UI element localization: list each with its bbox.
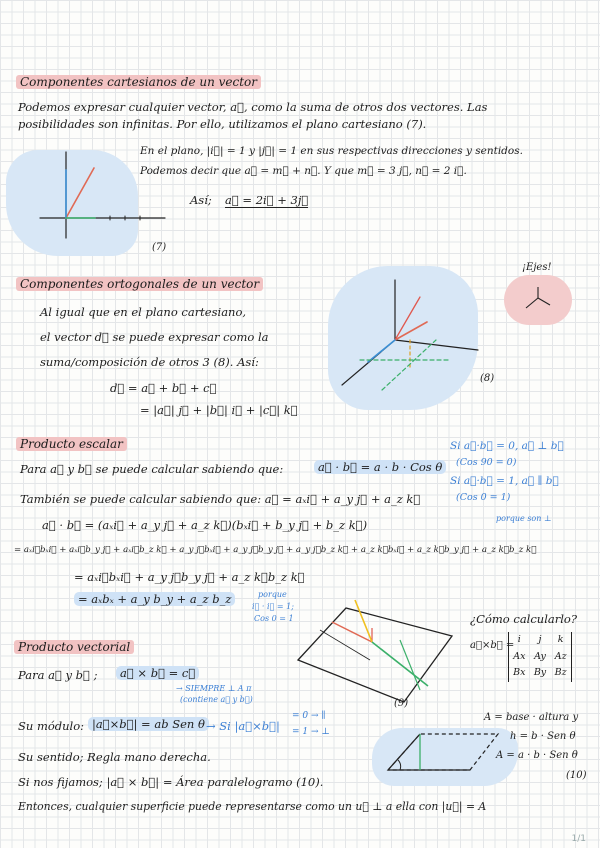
sec4-area-line: Si nos fijamos; |a⃗ × b⃗| = Área paralelogramo (10).: [18, 775, 324, 789]
sec4-modulo-formula: |a⃗×b⃗| = ab Sen θ: [88, 717, 209, 731]
sec3-line3: a⃗ · b⃗ = (aₓi⃗ + a_y j⃗ + a_z k⃗)(bₓi⃗ + b_y j⃗ + b_z k⃗): [42, 518, 368, 532]
sec4-question: ¿Cómo calcularlo?: [470, 612, 577, 626]
det-cell: j: [538, 634, 542, 645]
sec4-modulo-label: Su módulo:: [18, 719, 85, 733]
sec1-paragraph-line2: posibilidades son infinitas. Por ello, utilizamos el plano cartesiano (7).: [18, 117, 427, 131]
sec4-final-line: Entonces, cualquier superficie puede representarse como un u⃗ ⊥ a ella con |u⃗| = A: [18, 800, 487, 813]
sec1-paragraph-line1: Podemos expresar cualquier vector, a⃗, como la suma de otros dos vectores. Las: [18, 100, 488, 114]
sec3-note-perp: Si a⃗·b⃗ = 0, a⃗ ⊥ b⃗: [450, 440, 564, 452]
determinant-matrix: [508, 632, 572, 682]
sec4-line1: Para a⃗ y b⃗ ;: [18, 668, 98, 682]
ejes-label: ¡Ejes!: [522, 262, 552, 273]
det-cell: i: [517, 634, 521, 645]
sec1-asi-label: Así;: [190, 193, 212, 207]
sec4-note-siempre: → SIEMPRE ⊥ A π: [176, 684, 252, 693]
sec4-modulo-par: = 0 → ∥: [292, 711, 326, 721]
sec3-line5: = aₓi⃗bₓi⃗ + a_y j⃗b_y j⃗ + a_z k⃗b_z k⃗: [74, 570, 305, 584]
det-cell: Az: [554, 650, 567, 662]
det-cell: By: [533, 667, 547, 679]
page-number: 1/1: [571, 834, 586, 844]
fig9-label: (9): [394, 698, 409, 709]
sec3-note-par: Si a⃗·b⃗ = 1, a⃗ ∥ b⃗: [450, 475, 559, 487]
sec2-line3: suma/composición de otros 3 (8). Así:: [40, 355, 259, 369]
det-cell: k: [557, 634, 564, 645]
sec3-note-ii: i⃗ · i⃗ = 1;: [252, 602, 294, 611]
section2-title: Componentes ortogonales de un vector: [16, 277, 263, 291]
sec3-note-cos90: (Cos 90 = 0): [456, 457, 517, 468]
sec3-line2: También se puede calcular sabiendo que: a⃗ = aₓi⃗ + a_y j⃗ + a_z k⃗: [20, 492, 421, 506]
sec4-note-contiene: (contiene a⃗ y b⃗): [180, 695, 253, 704]
sec3-note-porque-perp: porque son ⊥: [496, 514, 552, 523]
section4-title: Producto vectorial: [14, 640, 134, 654]
det-cell: Ay: [534, 650, 546, 662]
sec1-result: a⃗ = 2i⃗ + 3j⃗: [225, 193, 309, 207]
det-lhs: a⃗×b⃗ =: [470, 640, 515, 651]
sec1-plane-line: En el plano, |i⃗| = 1 y |j⃗| = 1 en sus respectivas direcciones y sentidos.: [140, 145, 523, 157]
det-cell: Bx: [513, 667, 526, 679]
area-line2: h = b · Sen θ: [510, 731, 576, 742]
sec4-modulo-perp: = 1 → ⊥: [292, 727, 330, 737]
fig10-label: (10): [566, 770, 587, 781]
sec4-cross-formula: a⃗ × b⃗ = c⃗: [116, 666, 199, 680]
sec2-formula2: = |a⃗| j⃗ + |b⃗| i⃗ + |c⃗| k⃗: [140, 403, 298, 417]
sec3-expansion: = aₓi⃗bₓi⃗ + aₓi⃗b_y j⃗ + aₓi⃗b_z k⃗ + a_y j⃗bₓi⃗ + a_y j⃗b_y j⃗ + a_y j⃗b_z k⃗ + a_z k⃗bₓi⃗ + a_z k⃗b_y j⃗ + a_z k⃗b_z k⃗: [14, 545, 537, 555]
sec3-note-cos0: (Cos 0 = 1): [456, 492, 511, 503]
sec3-note-cos0b: Cos 0 = 1: [254, 614, 294, 623]
sec3-note-porque: porque: [258, 590, 287, 599]
ejes-diagram: [526, 287, 550, 308]
sec2-line1: Al igual que en el plano cartesiano,: [40, 305, 247, 319]
fig10-diagram: [388, 734, 498, 770]
sec2-line2: el vector d⃗ se puede expresar como la: [40, 330, 269, 344]
sec3-line1: Para a⃗ y b⃗ se puede calcular sabiendo que:: [20, 462, 284, 476]
section1-title: Componentes cartesianos de un vector: [16, 75, 261, 89]
sec3-line6: = aₓbₓ + a_y b_y + a_z b_z: [74, 592, 235, 606]
det-cell: Ax: [513, 650, 526, 662]
fig8-diagram: [342, 280, 478, 390]
fig9-diagram: [298, 600, 452, 702]
sec4-sentido: Su sentido; Regla mano derecha.: [18, 750, 211, 764]
det-cell: Bz: [554, 667, 567, 679]
sec4-modulo-si: → Si |a⃗×b⃗|: [206, 719, 280, 733]
area-line1: A = base · altura y: [484, 712, 579, 723]
fig8-label: (8): [480, 373, 495, 384]
fig7-label: (7): [152, 242, 167, 253]
section3-title: Producto escalar: [16, 437, 127, 451]
sec2-formula1: d⃗ = a⃗ + b⃗ + c⃗: [110, 381, 217, 395]
sec1-decomp-line: Podemos decir que a⃗ = m⃗ + n⃗. Y que m⃗ = 3 j⃗, n⃗ = 2 i⃗.: [140, 165, 467, 177]
area-line3: A = a · b · Sen θ: [496, 750, 578, 761]
sec3-dot-formula: a⃗ · b⃗ = a · b · Cos θ: [314, 460, 446, 474]
